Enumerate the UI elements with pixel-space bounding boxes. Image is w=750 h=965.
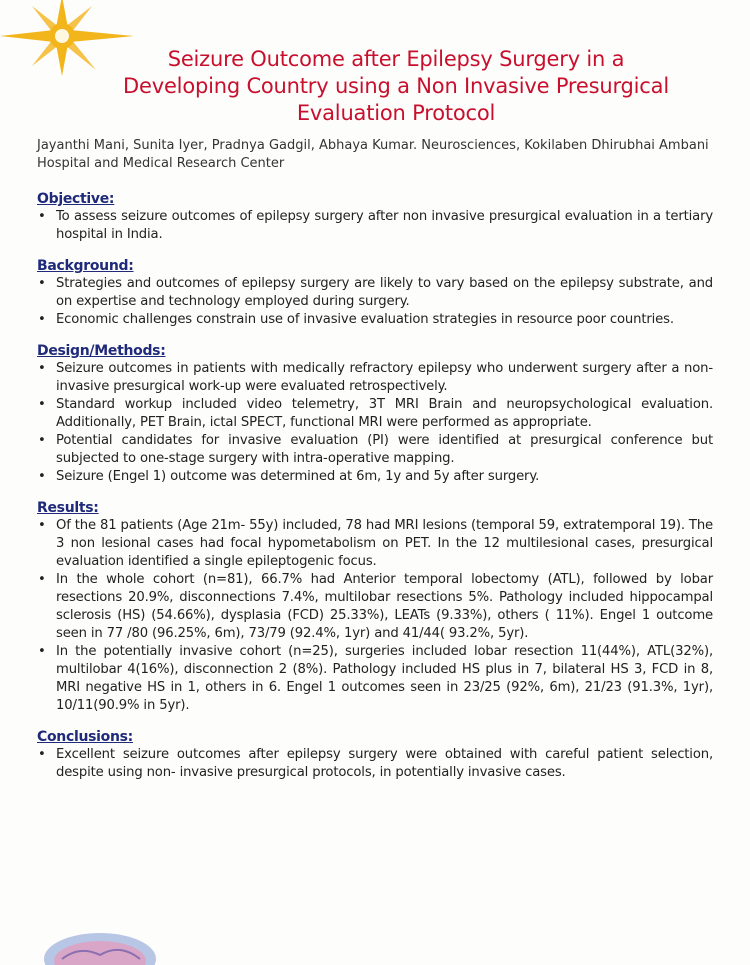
- list-item-text: Standard workup included video telemetry, 3T MRI Brain and neuropsychological evaluation. Additionally, PET Brain, ictal SPECT, functional MRI were performed as appropriate.: [56, 397, 713, 430]
- list-item-text: Excellent seizure outcomes after epilepsy surgery were obtained with careful patient selection, despite using non- invasive presurgical protocols, in potentially invasive cases.: [56, 747, 713, 780]
- bullet-icon: •: [38, 209, 46, 224]
- bullet-icon: •: [38, 469, 46, 484]
- section-heading: Design/Methods:: [37, 343, 166, 359]
- list-item: [37, 517, 713, 571]
- list-item-text: Strategies and outcomes of epilepsy surgery are likely to vary based on the epilepsy substrate, and on expertise and technology employed during surgery.: [56, 276, 713, 309]
- list-item: [37, 746, 713, 782]
- bullet-list: [37, 275, 713, 329]
- bullet-icon: •: [38, 276, 46, 291]
- bullet-icon: •: [38, 747, 46, 762]
- title-line: Evaluation Protocol: [296, 101, 496, 125]
- bullet-list: [37, 517, 713, 715]
- authors: Jayanthi Mani, Sunita Iyer, Pradnya Gadgil, Abhaya Kumar. Neurosciences, Kokilaben Dhirubhai Ambani Hospital and Medical Research Center: [37, 138, 709, 171]
- bullet-icon: •: [38, 397, 46, 412]
- list-item: [37, 432, 713, 468]
- bullet-icon: •: [38, 572, 46, 587]
- list-item: [37, 571, 713, 643]
- list-item: [37, 396, 713, 432]
- list-item-text: Seizure outcomes in patients with medically refractory epilepsy who underwent surgery after a non-invasive presurgical work-up were evaluated retrospectively.: [56, 361, 713, 394]
- bullet-icon: •: [38, 644, 46, 659]
- section-methods: [37, 342, 713, 486]
- poster-title: [96, 46, 696, 127]
- list-item: [37, 643, 713, 715]
- section-objective: [37, 190, 713, 244]
- bullet-icon: •: [38, 433, 46, 448]
- list-item: [37, 468, 713, 486]
- bullet-list: [37, 208, 713, 244]
- list-item: [37, 311, 713, 329]
- section-heading: Objective:: [37, 191, 115, 207]
- title-line: Seizure Outcome after Epilepsy Surgery in a: [167, 47, 625, 71]
- bullet-icon: •: [38, 361, 46, 376]
- section-heading: Results:: [37, 500, 99, 516]
- list-item-text: Economic challenges constrain use of invasive evaluation strategies in resource poor countries.: [56, 312, 674, 327]
- bullet-icon: •: [38, 312, 46, 327]
- title-line: Developing Country using a Non Invasive Presurgical: [123, 74, 669, 98]
- list-item: [37, 360, 713, 396]
- bullet-icon: •: [38, 518, 46, 533]
- list-item-text: To assess seizure outcomes of epilepsy surgery after non invasive presurgical evaluation in a tertiary hospital in India.: [56, 209, 713, 242]
- brain-image: [40, 925, 160, 965]
- bullet-list: [37, 360, 713, 486]
- list-item: [37, 208, 713, 244]
- list-item-text: Potential candidates for invasive evaluation (PI) were identified at presurgical conference but subjected to one-stage surgery with intra-operative mapping.: [56, 433, 713, 466]
- list-item-text: Of the 81 patients (Age 21m- 55y) included, 78 had MRI lesions (temporal 59, extratemporal 19). The 3 non lesional cases had focal hypometabolism on PET. In the 12 multilesional cases, presurgical evaluation identified a single epileptogenic focus.: [56, 518, 713, 569]
- section-conclusions: [37, 728, 713, 782]
- bullet-list: [37, 746, 713, 782]
- section-background: [37, 257, 713, 329]
- list-item-text: Seizure (Engel 1) outcome was determined at 6m, 1y and 5y after surgery.: [56, 469, 540, 484]
- poster-body: [37, 190, 713, 795]
- list-item: [37, 275, 713, 311]
- section-heading: Conclusions:: [37, 729, 133, 745]
- list-item-text: In the potentially invasive cohort (n=25), surgeries included lobar resection 11(44%), ATL(32%), multilobar 4(16%), disconnection 2 (8%). Pathology included HS plus in 7, bilateral HS 3, FCD in 8, MRI negative HS in 1, others in 6. Engel 1 outcomes seen in 23/25 (92%, 6m), 21/23 (91.3%, 1yr), 10/11(90.9% in 5yr).: [56, 644, 713, 713]
- list-item-text: In the whole cohort (n=81), 66.7% had Anterior temporal lobectomy (ATL), followed by lobar resections 20.9%, disconnections 7.4%, multilobar resections 5%. Pathology included hippocampal sclerosis (HS) (54.66%), dysplasia (FCD) 25.33%), LEATs (9.33%), others ( 11%). Engel 1 outcome seen in 77 /80 (96.25%, 6m), 73/79 (92.4%, 1yr) and 41/44( 93.2%, 5yr).: [56, 572, 713, 641]
- section-results: [37, 499, 713, 715]
- section-heading: Background:: [37, 258, 134, 274]
